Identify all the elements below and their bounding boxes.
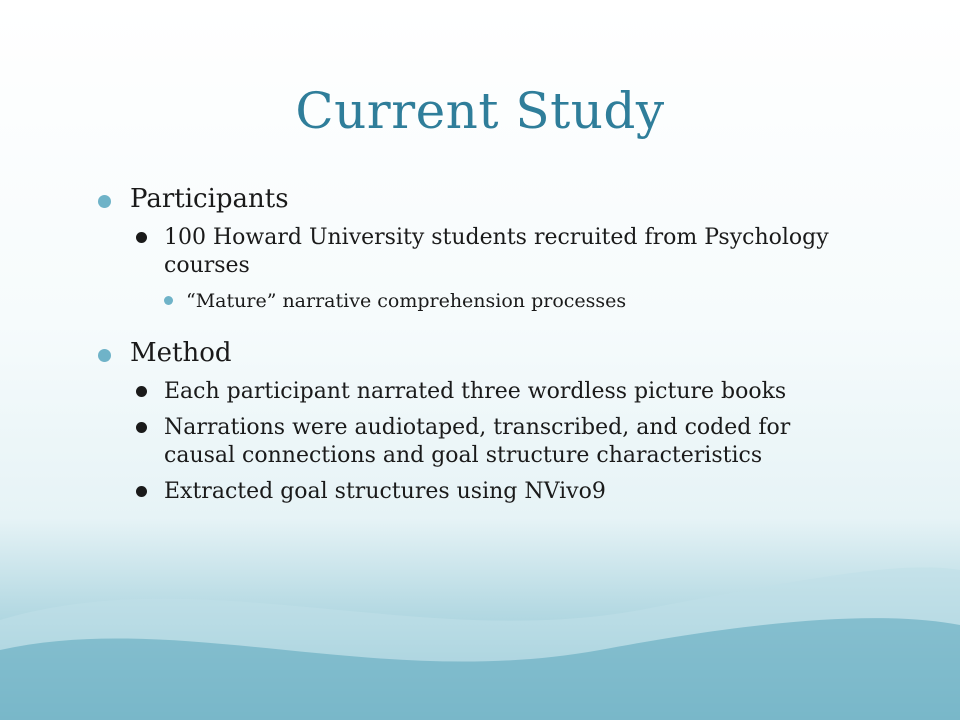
bullet-dot-icon	[136, 232, 147, 243]
bullet-dot-icon	[98, 195, 111, 208]
bullet-dot-icon	[98, 349, 111, 362]
bullet-dot-icon	[136, 386, 147, 397]
bullet-text: Extracted goal structures using NVivo9	[164, 479, 606, 504]
bullet-item	[96, 378, 856, 406]
section-heading: Method	[130, 338, 232, 368]
bullet-participants	[96, 184, 856, 214]
bullet-item	[96, 414, 856, 470]
slide-content	[96, 184, 856, 514]
bullet-method	[96, 338, 856, 368]
bullet-text: Narrations were audiotaped, transcribed, and coded for causal connections and goal structure characteristics	[164, 415, 791, 468]
background-wave-light	[0, 500, 960, 720]
slide-title: Current Study	[295, 82, 665, 140]
bullet-dot-icon	[164, 296, 173, 305]
bullet-text: Each participant narrated three wordless picture books	[164, 379, 787, 404]
bullet-text: 100 Howard University students recruited from Psychology courses	[164, 225, 829, 278]
sub-bullet-item	[96, 288, 856, 314]
section-heading: Participants	[130, 184, 289, 214]
bullet-dot-icon	[136, 486, 147, 497]
bullet-dot-icon	[136, 422, 147, 433]
sub-bullet-text: “Mature” narrative comprehension processes	[186, 290, 627, 312]
background-wave-dark	[0, 580, 960, 720]
bullet-item	[96, 478, 856, 506]
bullet-item	[96, 224, 856, 280]
